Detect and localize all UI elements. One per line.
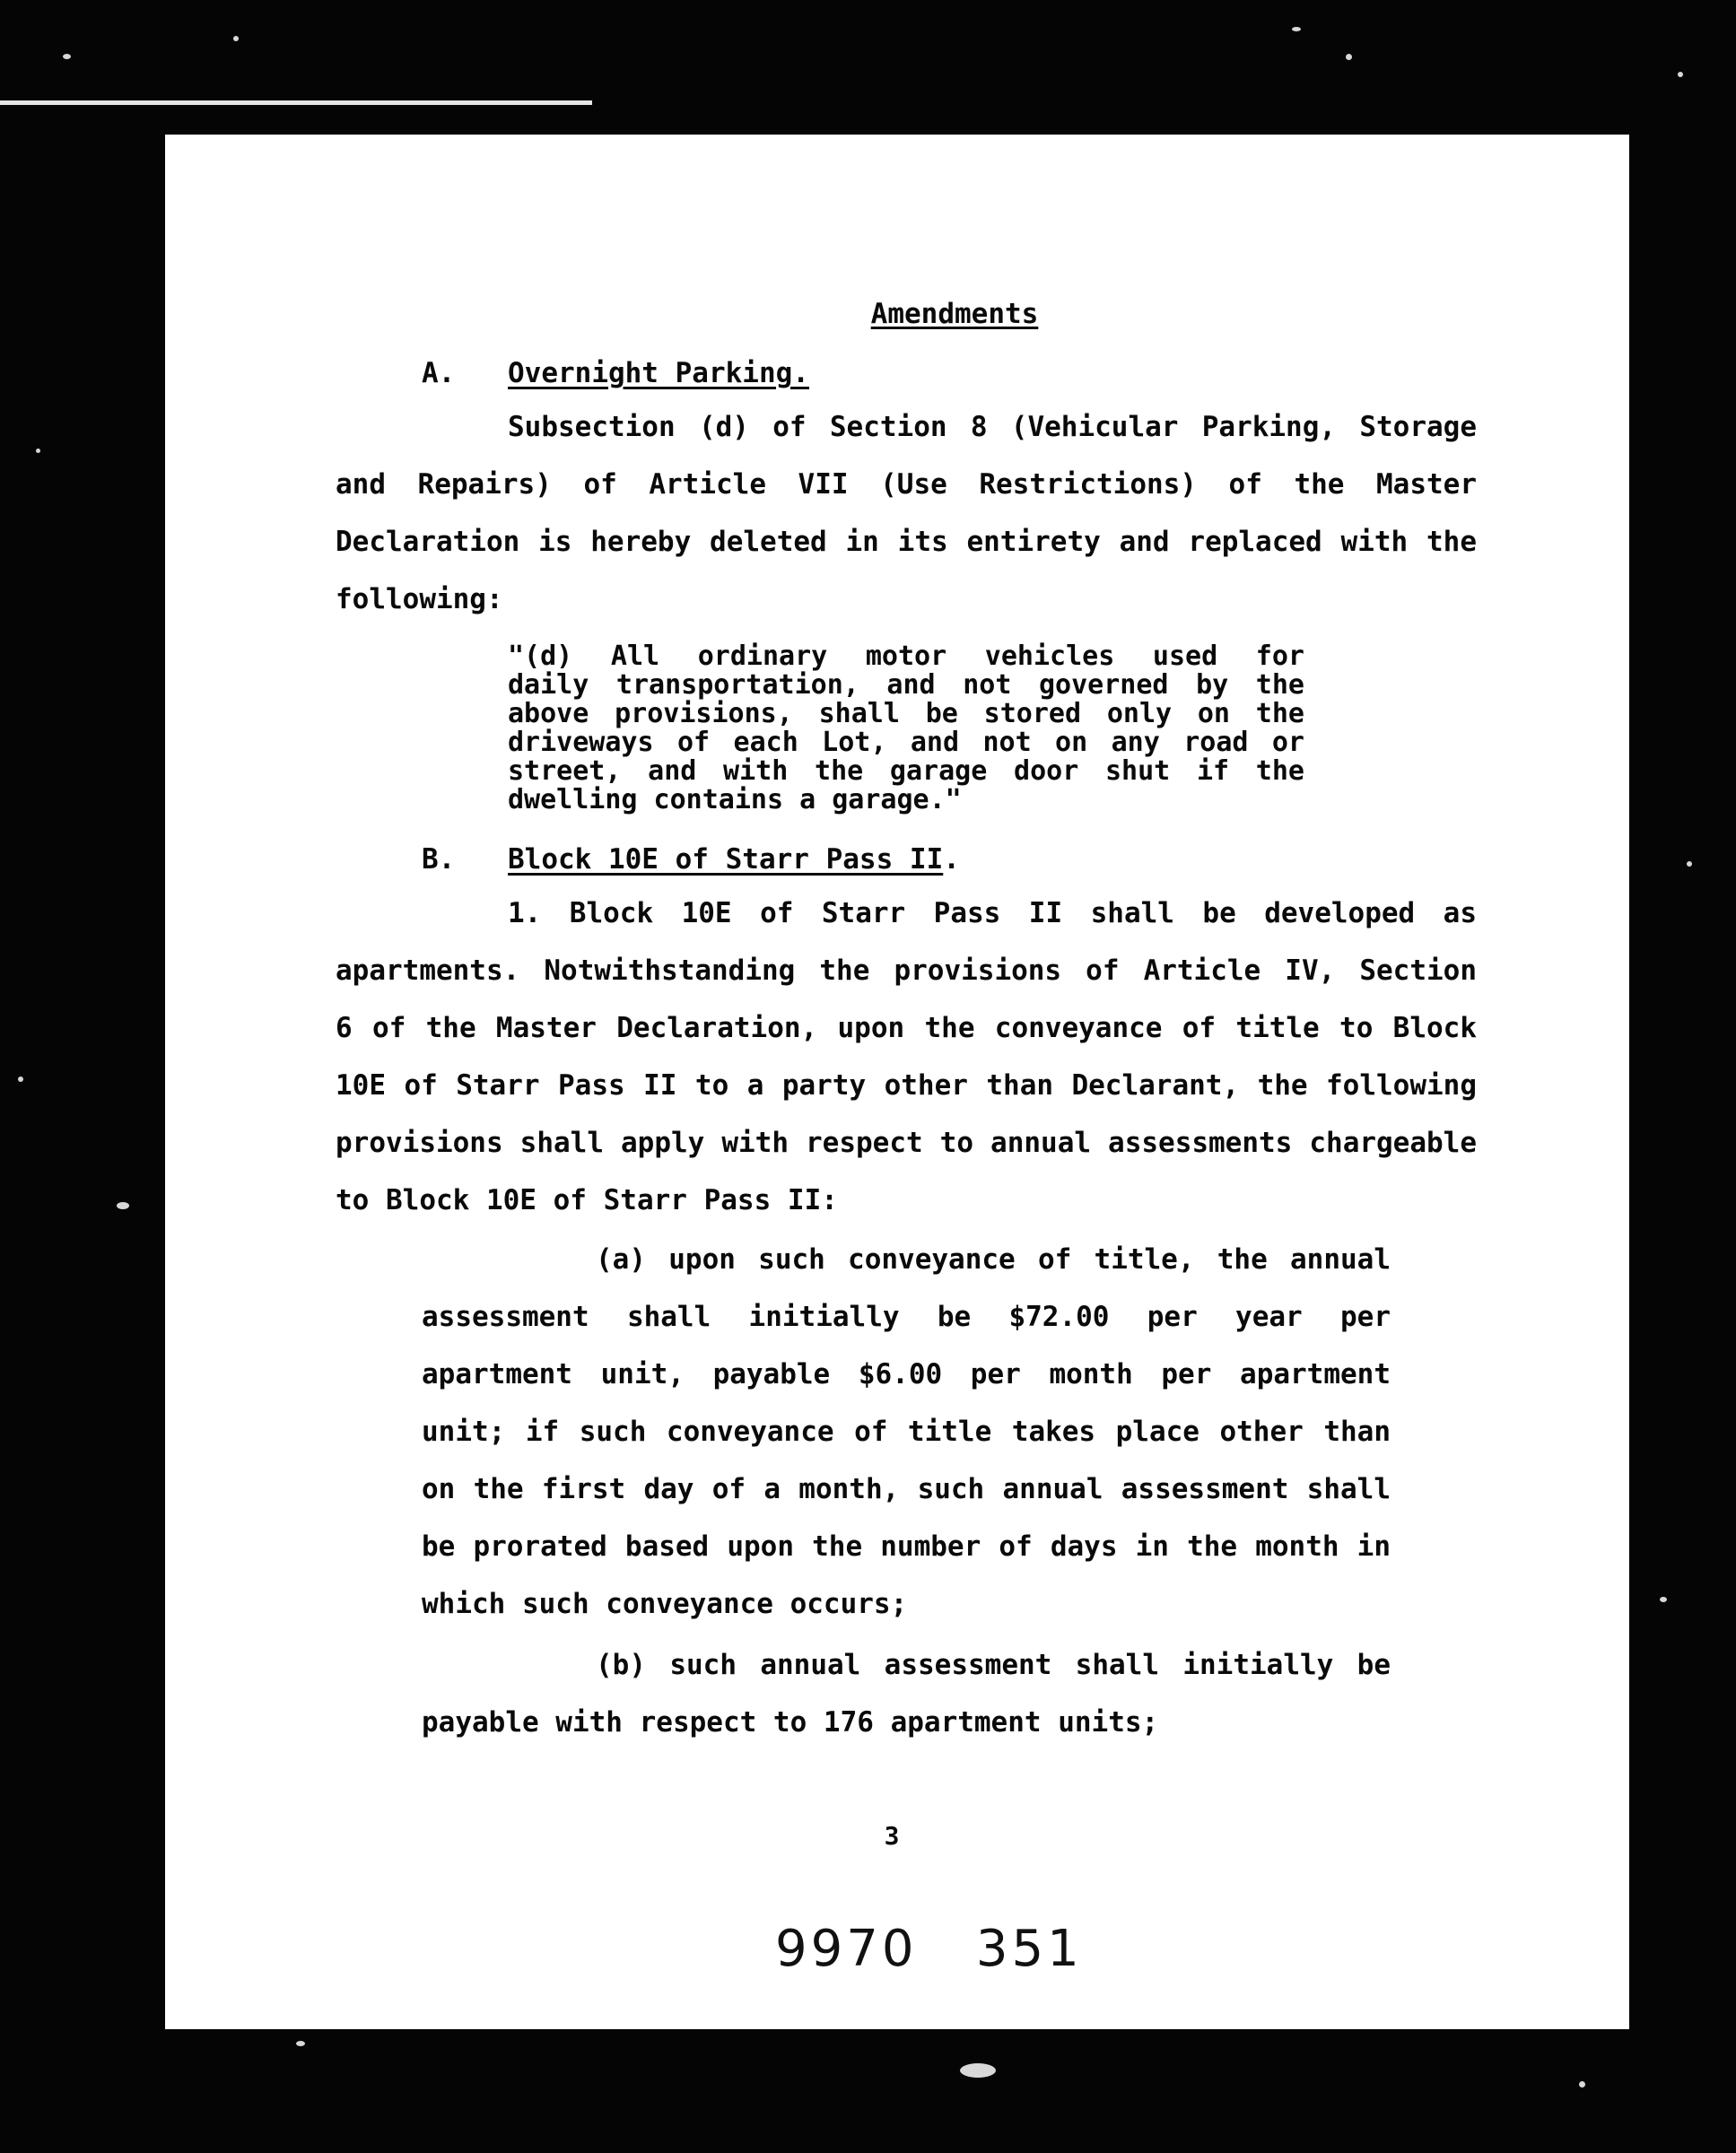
paragraph-line: following: [336,583,503,615]
scan-speck [36,449,40,453]
recording-stamp: 9970 351 [775,1920,1083,1978]
section-b-heading [508,843,960,876]
quote-line: dwelling contains a garage." [508,784,962,815]
document-heading: Amendments [870,298,1039,330]
scan-speck [296,2041,305,2046]
quote-line: "(d) All ordinary motor vehicles used for [508,641,1304,672]
scan-speck [18,1076,23,1082]
section-b-title-period: . [943,843,960,876]
paragraph-line: 10E of Starr Pass II to a party other than Declarant, the following [336,1069,1477,1102]
scan-speck [1292,27,1301,31]
section-a-title: Overnight Parking. [508,357,809,389]
subparagraph-line: be prorated based upon the number of days in the month in [422,1530,1391,1563]
paragraph-line: Subsection (d) of Section 8 (Vehicular Parking, Storage [508,411,1477,443]
scan-speck [1660,1597,1667,1602]
subparagraph-line: unit; if such conveyance of title takes place other than [422,1416,1391,1448]
scan-speck [960,2063,996,2078]
subparagraph-line: (b) such annual assessment shall initially be [596,1649,1391,1681]
paragraph-line: Declaration is hereby deleted in its entirety and replaced with the [336,526,1477,558]
scan-speck [1346,54,1352,60]
paragraph-line: 1. Block 10E of Starr Pass II shall be developed as [508,897,1477,929]
paragraph-line: apartments. Notwithstanding the provisions of Article IV, Section [336,954,1477,987]
section-b-letter: B. [422,843,456,876]
subparagraph-line: which such conveyance occurs; [422,1588,908,1620]
quote-line: above provisions, shall be stored only on the [508,698,1304,729]
scan-speck [117,1202,129,1209]
document-page [165,135,1629,2029]
subparagraph-line: (a) upon such conveyance of title, the annual [596,1243,1391,1276]
paragraph-line: provisions shall apply with respect to annual assessments chargeable [336,1127,1477,1159]
quote-line: daily transportation, and not governed by the [508,669,1304,701]
section-a-letter: A. [422,357,456,389]
subparagraph-line: assessment shall initially be $72.00 per year per [422,1301,1391,1333]
page-number: 3 [884,1821,900,1851]
subparagraph-line: apartment unit, payable $6.00 per month per apartment [422,1358,1391,1390]
scan-speck [63,54,71,59]
paragraph-line: to Block 10E of Starr Pass II: [336,1184,838,1216]
section-b-title: Block 10E of Starr Pass II [508,843,944,876]
scan-speck [1579,2081,1585,2088]
quote-line: driveways of each Lot, and not on any road or [508,727,1304,758]
paragraph-line: 6 of the Master Declaration, upon the conveyance of title to Block [336,1012,1477,1044]
scan-streak [0,100,592,105]
scan-speck [233,36,239,41]
subparagraph-line: on the first day of a month, such annual assessment shall [422,1473,1391,1505]
subparagraph-line: payable with respect to 176 apartment units; [422,1706,1159,1739]
scan-speck [1678,72,1683,77]
quote-line: street, and with the garage door shut if the [508,755,1304,787]
scan-speck [1687,861,1692,867]
paragraph-line: and Repairs) of Article VII (Use Restrictions) of the Master [336,468,1477,501]
